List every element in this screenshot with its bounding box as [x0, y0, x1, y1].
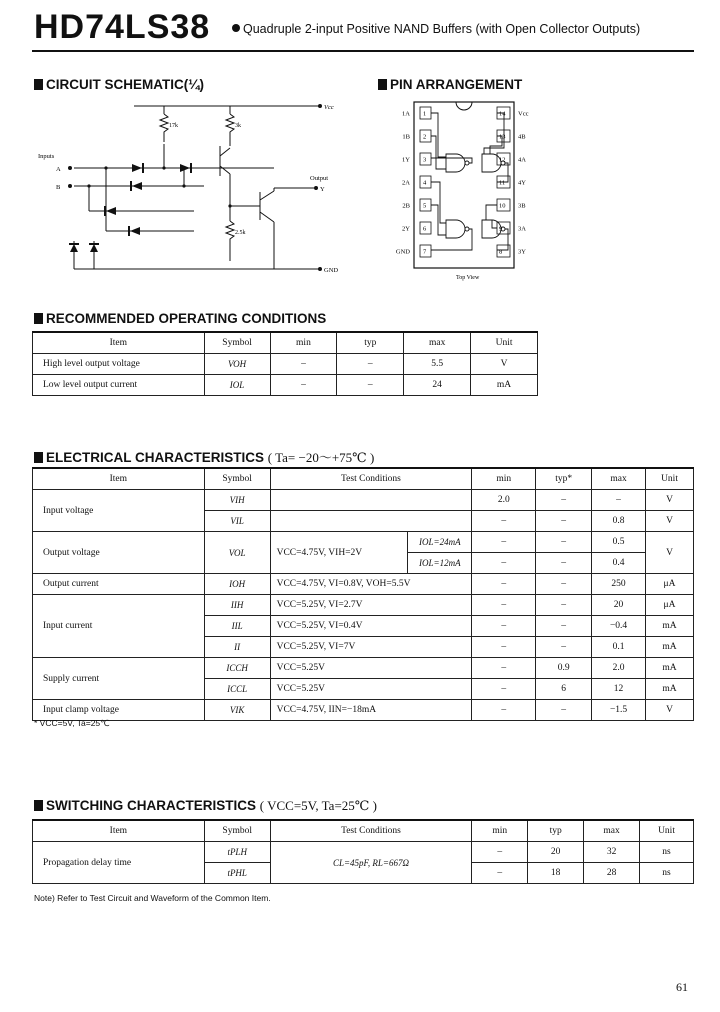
pin-number-left: 6: [423, 225, 427, 233]
vcc-label: Vcc: [324, 104, 334, 111]
unit-cell: mA: [646, 679, 694, 700]
unit-cell: mA: [646, 658, 694, 679]
column-header: Symbol: [204, 332, 270, 354]
min-cell: –: [472, 658, 536, 679]
resistor-17k-label: 17k: [169, 123, 178, 129]
table-row: [33, 595, 694, 616]
recommended-table: [32, 331, 538, 396]
max-cell: 32: [584, 842, 640, 863]
pin-label-left: GND: [395, 248, 410, 256]
subtitle-text: Quadruple 2-input Positive NAND Buffers (with Open Collector Outputs): [243, 22, 641, 36]
pin-number-right: 10: [499, 202, 506, 210]
table-row: [33, 375, 538, 396]
condition-cell: VCC=5.25V: [270, 679, 472, 700]
pin-number-right: 9: [499, 225, 503, 233]
max-cell: 12: [592, 679, 646, 700]
bullet-icon: [232, 24, 240, 32]
pin-number-left: 5: [423, 202, 427, 210]
min-cell: –: [472, 637, 536, 658]
max-cell: 0.1: [592, 637, 646, 658]
min-cell: –: [472, 574, 536, 595]
pin-number-right: 12: [499, 156, 506, 164]
item-cell: Output current: [33, 574, 205, 595]
typ-cell: –: [337, 375, 404, 396]
symbol-cell: IOH: [204, 574, 270, 595]
part-subtitle: [232, 22, 640, 36]
symbol-cell: VIK: [204, 700, 270, 721]
pin-label-right: 3Y: [518, 248, 526, 256]
column-header: min: [472, 820, 528, 842]
symbol-cell: ICCL: [204, 679, 270, 700]
max-cell: 2.0: [592, 658, 646, 679]
pin-heading: PIN ARRANGEMENT: [378, 77, 522, 92]
item-cell: Low level output current: [33, 375, 205, 396]
min-cell: –: [472, 842, 528, 863]
table-row: [33, 354, 538, 375]
table-row: [33, 532, 694, 553]
symbol-cell: II: [204, 637, 270, 658]
column-header: max: [584, 820, 640, 842]
unit-cell: μA: [646, 574, 694, 595]
column-header: Unit: [640, 820, 694, 842]
symbol-cell: ICCH: [204, 658, 270, 679]
condition-cell: VCC=5.25V, VI=2.7V: [270, 595, 472, 616]
min-cell: –: [270, 354, 337, 375]
min-cell: –: [472, 511, 536, 532]
max-cell: 250: [592, 574, 646, 595]
typ-cell: –: [536, 553, 592, 574]
column-header: min: [472, 468, 536, 490]
pin-number-right: 8: [499, 248, 503, 256]
max-cell: 0.5: [592, 532, 646, 553]
typ-cell: –: [337, 354, 404, 375]
pin-number-left: 3: [423, 156, 427, 164]
electrical-footnote: * VCC=5V, Ta=25℃: [34, 718, 110, 728]
inputs-label: Inputs: [38, 153, 55, 160]
typ-cell: –: [536, 532, 592, 553]
min-cell: –: [472, 616, 536, 637]
typ-cell: –: [536, 574, 592, 595]
symbol-cell: tPHL: [204, 863, 270, 884]
typ-cell: –: [536, 511, 592, 532]
symbol-cell: VIH: [204, 490, 270, 511]
typ-cell: –: [536, 595, 592, 616]
max-cell: −1.5: [592, 700, 646, 721]
condition-cell: CL=45pF, RL=667Ω: [270, 842, 472, 884]
electrical-conditions: ( Ta= −20～+75℃ ): [267, 450, 375, 465]
symbol-cell: VIL: [204, 511, 270, 532]
pin-label-right: 4B: [518, 133, 526, 141]
column-header: typ*: [536, 468, 592, 490]
pin-number-left: 7: [423, 248, 427, 256]
max-cell: −0.4: [592, 616, 646, 637]
min-cell: –: [472, 679, 536, 700]
column-header: Symbol: [204, 820, 270, 842]
column-header: max: [404, 332, 471, 354]
column-header: typ: [528, 820, 584, 842]
typ-cell: 20: [528, 842, 584, 863]
unit-cell: V: [471, 354, 538, 375]
item-cell: Input voltage: [33, 490, 205, 532]
column-header: Item: [33, 468, 205, 490]
typ-cell: 18: [528, 863, 584, 884]
typ-cell: –: [536, 700, 592, 721]
min-cell: –: [472, 553, 536, 574]
column-header: Item: [33, 820, 205, 842]
subcondition-cell: IOL=12mA: [408, 553, 472, 574]
condition-cell: VCC=4.75V, VIH=2V: [270, 532, 408, 574]
symbol-cell: VOH: [204, 354, 270, 375]
electrical-table: [32, 467, 694, 721]
part-number: HD74LS38: [34, 8, 211, 46]
pin-label-left: 2Y: [402, 225, 410, 233]
max-cell: 24: [404, 375, 471, 396]
max-cell: 0.8: [592, 511, 646, 532]
pin-number-right: 11: [499, 179, 506, 187]
min-cell: –: [270, 375, 337, 396]
resistor-3k-label: 3k: [235, 123, 241, 129]
typ-cell: –: [536, 637, 592, 658]
unit-cell: ns: [640, 863, 694, 884]
pin-label-left: 1B: [402, 133, 410, 141]
max-cell: 5.5: [404, 354, 471, 375]
header-rule: [32, 50, 694, 52]
column-header: typ: [337, 332, 404, 354]
item-cell: Input current: [33, 595, 205, 658]
page-number: 61: [676, 980, 688, 994]
unit-cell: mA: [471, 375, 538, 396]
item-cell: High level output voltage: [33, 354, 205, 375]
pin-label-left: 2A: [402, 179, 410, 187]
column-header: Symbol: [204, 468, 270, 490]
pin-arrangement: [376, 98, 556, 283]
max-cell: –: [592, 490, 646, 511]
top-view-caption: Top View: [456, 275, 480, 281]
column-header: Unit: [646, 468, 694, 490]
pin-label-left: 1A: [402, 110, 410, 118]
typ-cell: 6: [536, 679, 592, 700]
pin-label-left: 1Y: [402, 156, 410, 164]
min-cell: –: [472, 595, 536, 616]
unit-cell: V: [646, 490, 694, 511]
symbol-cell: IIL: [204, 616, 270, 637]
pin-label-right: Vcc: [518, 110, 529, 118]
pin-number-right: 14: [499, 110, 506, 118]
symbol-cell: tPLH: [204, 842, 270, 863]
circuit-schematic: [34, 96, 344, 281]
table-row: [33, 574, 694, 595]
resistor-2k5-label: 2.5k: [235, 230, 246, 236]
column-header: Test Conditions: [270, 820, 472, 842]
unit-cell: μA: [646, 595, 694, 616]
unit-cell: mA: [646, 637, 694, 658]
output-y-label: Y: [320, 186, 325, 193]
condition-cell: [270, 490, 472, 511]
unit-cell: V: [646, 532, 694, 574]
item-cell: Input clamp voltage: [33, 700, 205, 721]
unit-cell: V: [646, 700, 694, 721]
common-item-note: Note) Refer to Test Circuit and Waveform of the Common Item.: [34, 893, 271, 903]
switching-table: [32, 819, 694, 884]
min-cell: 2.0: [472, 490, 536, 511]
pin-number-left: 2: [423, 133, 427, 141]
condition-cell: VCC=5.25V, VI=7V: [270, 637, 472, 658]
table-row: [33, 700, 694, 721]
switching-conditions: ( VCC=5V, Ta=25℃ ): [259, 798, 377, 813]
pin-label-right: 4Y: [518, 179, 526, 187]
typ-cell: 0.9: [536, 658, 592, 679]
subcondition-cell: IOL=24mA: [408, 532, 472, 553]
pin-label-left: 2B: [402, 202, 410, 210]
column-header: min: [270, 332, 337, 354]
output-label: Output: [310, 175, 329, 182]
typ-cell: –: [536, 490, 592, 511]
gnd-label: GND: [324, 267, 339, 274]
symbol-cell: IIH: [204, 595, 270, 616]
min-cell: –: [472, 700, 536, 721]
unit-cell: mA: [646, 616, 694, 637]
recommended-heading: RECOMMENDED OPERATING CONDITIONS: [34, 311, 326, 326]
min-cell: –: [472, 532, 536, 553]
item-cell: Supply current: [33, 658, 205, 700]
column-header: max: [592, 468, 646, 490]
pin-number-left: 1: [423, 110, 427, 118]
pin-number-right: 13: [499, 133, 506, 141]
condition-cell: VCC=4.75V, IIN=−18mA: [270, 700, 472, 721]
pin-number-left: 4: [423, 179, 427, 187]
condition-cell: VCC=5.25V: [270, 658, 472, 679]
column-header: Test Conditions: [270, 468, 472, 490]
max-cell: 0.4: [592, 553, 646, 574]
table-row: [33, 490, 694, 511]
schematic-heading: CIRCUIT SCHEMATIC(¼): [34, 77, 204, 92]
pin-label-right: 3B: [518, 202, 526, 210]
pin-label-right: 4A: [518, 156, 526, 164]
symbol-cell: IOL: [204, 375, 270, 396]
item-cell: Propagation delay time: [33, 842, 205, 884]
input-a-label: A: [56, 166, 61, 173]
unit-cell: V: [646, 511, 694, 532]
table-row: [33, 658, 694, 679]
input-b-label: B: [56, 184, 61, 191]
min-cell: –: [472, 863, 528, 884]
switching-heading: SWITCHING CHARACTERISTICS ( VCC=5V, Ta=25℃ ): [34, 798, 377, 814]
column-header: Unit: [471, 332, 538, 354]
unit-cell: ns: [640, 842, 694, 863]
item-cell: Output voltage: [33, 532, 205, 574]
condition-cell: VCC=4.75V, VI=0.8V, VOH=5.5V: [270, 574, 472, 595]
pin-label-right: 3A: [518, 225, 526, 233]
condition-cell: [270, 511, 472, 532]
typ-cell: –: [536, 616, 592, 637]
max-cell: 20: [592, 595, 646, 616]
max-cell: 28: [584, 863, 640, 884]
column-header: Item: [33, 332, 205, 354]
table-row: [33, 842, 694, 863]
electrical-heading: ELECTRICAL CHARACTERISTICS ( Ta= −20～+75℃ ): [34, 447, 374, 466]
symbol-cell: VOL: [204, 532, 270, 574]
condition-cell: VCC=5.25V, VI=0.4V: [270, 616, 472, 637]
